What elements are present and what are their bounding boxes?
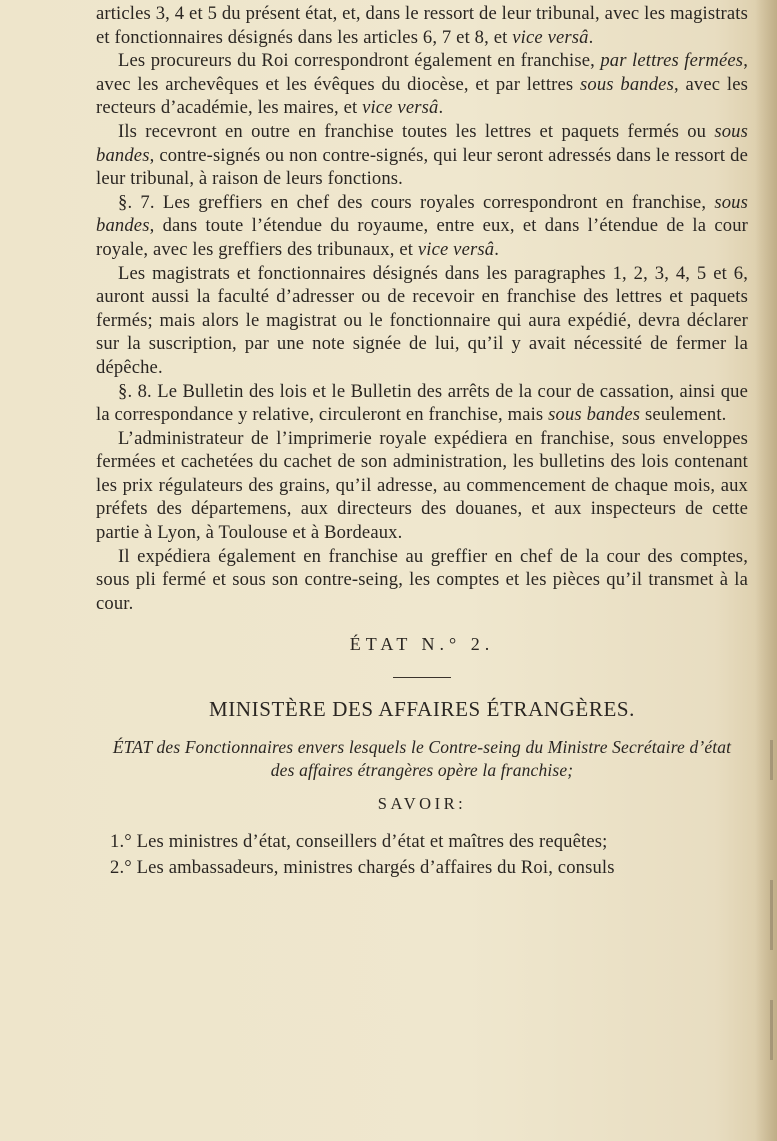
paragraph: Il expédiera également en franchise au greffier en chef de la cour des comptes, sous pli fermé et sous son contre-seing, les comptes et les pièces qu’il transmet à la cour.: [96, 545, 748, 614]
list-item: 1.° Les ministres d’état, conseillers d’état et maîtres des requêtes;: [110, 831, 608, 853]
paragraph: §. 8. Le Bulletin des lois et le Bulletin des arrêts de la cour de cassation, ainsi que la correspondance y relative, circuleront en franchise, mais sous bandes seulement.: [96, 380, 748, 426]
page-edge-shadow: [755, 0, 777, 1141]
ministere-heading: MINISTÈRE DES AFFAIRES ÉTRANGÈRES.: [208, 697, 636, 722]
paragraph: articles 3, 4 et 5 du présent état, et, dans le ressort de leur tribunal, avec les magistrats et fonctionnaires désignés dans les articles 6, 7 et 8, et vice versâ.: [96, 3, 748, 48]
paragraph: §. 7. Les greffiers en chef des cours royales correspondront en franchise, sous bandes, dans toute l’étendue du royaume, entre eux, et dans l’étendue de la cour royale, avec les greffiers des tribunaux, et vice versâ.: [96, 191, 748, 260]
functionaries-list: [96, 829, 748, 881]
etat-description: ÉTAT des Fonctionnaires envers lesquels le Contre-seing du Ministre Secrétaire d’état des affaires étrangères opère la franchise;: [112, 736, 732, 780]
paragraph: Ils recevront en outre en franchise toutes les lettres et paquets fermés ou sous bandes, contre-signés ou non contre-signés, qui leur seront adressés dans le ressort de leur tribunal, à raison de leurs fonctions.: [96, 120, 748, 190]
document-body: [96, 2, 748, 881]
etat-heading: ÉTAT N.° 2.: [349, 634, 495, 655]
paragraph: Les procureurs du Roi correspondront également en franchise, par lettres fermées, avec les archevêques et les évêques du diocèse, et par lettres sous bandes, avec les recteurs d’académie, les maires, et vice versâ.: [96, 50, 749, 119]
paragraph: Les magistrats et fonctionnaires désignés dans les paragraphes 1, 2, 3, 4, 5 et 6, auront aussi la faculté d’adresser ou de recevoir en franchise des lettres et paquets fermés; mais alors le magistrat ou le fonctionnaire qui aura expédié, devra déclarer sur la suscription, par une note signée de lui, qu’il y avait nécessité de fermer la dépêche.: [96, 262, 748, 378]
heading-rule: [393, 677, 451, 678]
scan-mark: [770, 740, 773, 780]
list-item: 2.° Les ambassadeurs, ministres chargés d’affaires du Roi, consuls: [110, 857, 615, 879]
paragraph: L’administrateur de l’imprimerie royale expédiera en franchise, sous enveloppes fermées et cachetées du cachet de son administration, les bulletins des lois contenant les prix régulateurs des grains, qu’il adresse, au commencement de chaque mois, aux préfets des départemens, aux directeurs des douanes, et aux inspecteurs de cette partie à Lyon, à Toulouse et à Bordeaux.: [96, 427, 748, 544]
scan-mark: [770, 1000, 773, 1060]
savoir-heading: SAVOIR:: [377, 793, 467, 813]
scan-mark: [770, 880, 773, 950]
